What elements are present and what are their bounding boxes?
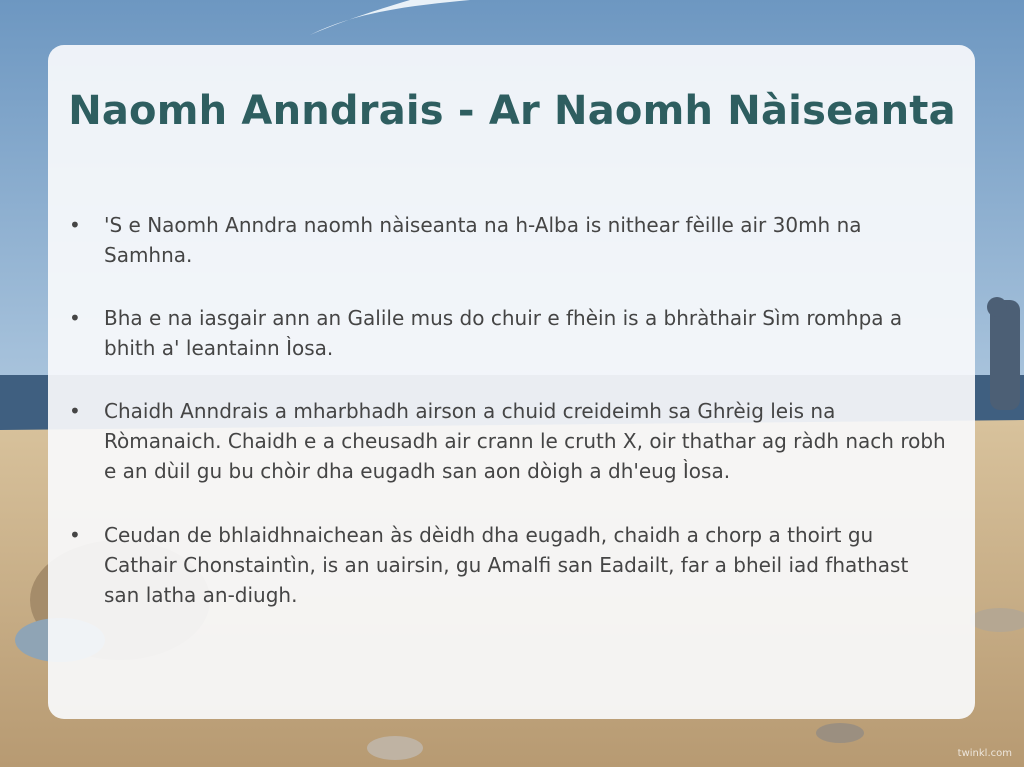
- list-item: [58, 210, 948, 270]
- list-item: [58, 303, 948, 363]
- bullet-icon: •: [69, 213, 81, 237]
- list-item: [58, 520, 948, 610]
- bullet-text: Chaidh Anndrais a mharbhadh airson a chuid creideimh sa Ghrèig leis na Ròmanaich. Chaidh e a cheusadh air crann le cruth X, oir thathar ag ràdh nach robh e an dùil gu bu chòir dha eugadh san aon dòigh a dh'eug Ìosa.: [104, 399, 946, 483]
- bullet-icon: •: [69, 399, 81, 423]
- bullet-text: Ceudan de bhlaidhnaichean às dèidh dha eugadh, chaidh a chorp a thoirt gu Cathair Chonstaintìn, is an uairsin, gu Amalfi san Eadailt, far a bheil iad fhathast san latha an-diugh.: [104, 523, 909, 607]
- bullet-list: [58, 210, 948, 643]
- bullet-icon: •: [69, 306, 81, 330]
- slide-title: Naomh Anndrais - Ar Naomh Nàiseanta: [68, 88, 956, 134]
- bullet-text: Bha e na iasgair ann an Galile mus do chuir e fhèin is a bhràthair Sìm romhpa a bhith a' leantainn Ìosa.: [104, 306, 903, 360]
- list-item: [58, 396, 948, 486]
- bullet-icon: •: [69, 523, 81, 547]
- bullet-text: 'S e Naomh Anndra naomh nàiseanta na h-Alba is nithear fèille air 30mh na Samhna.: [104, 213, 862, 267]
- brand-watermark: twinkl.com: [957, 748, 1012, 759]
